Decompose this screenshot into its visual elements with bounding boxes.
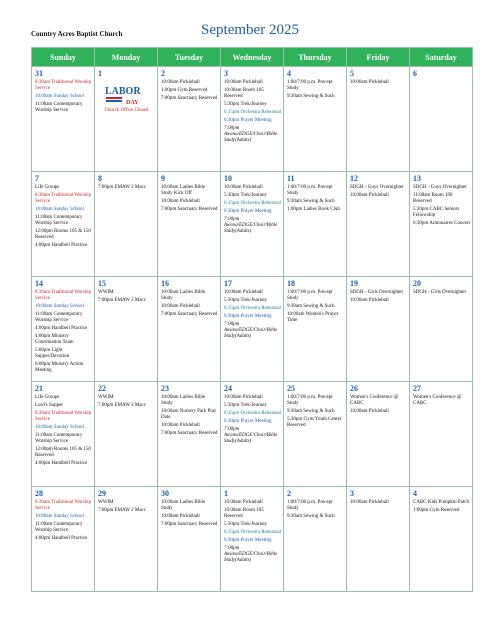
event-item[interactable]: 7:00pm Sanctuary Reserved [161,96,218,101]
day-number: 4 [413,489,417,498]
week-row [32,67,473,172]
day-cell[interactable] [347,172,410,277]
day-cell[interactable] [221,382,284,487]
event-item[interactable]: 4:00pm Ministry Coordination Team [35,334,74,345]
event-item[interactable]: 1:00pm Gym Reserved [413,508,460,513]
event-item[interactable]: 5:30pm Trek/Journey [224,403,267,408]
day-number: 2 [161,69,165,78]
event-item[interactable]: Church Office Closed [104,108,149,113]
day-cell[interactable] [95,382,158,487]
day-number: 29 [98,489,106,498]
event-item[interactable]: 10:00am Room 105 Reserved [224,88,264,99]
day-number: 27 [413,384,421,393]
day-cell[interactable] [32,487,95,592]
event-item[interactable]: 6:15pm Orchestra Rehearsal [224,530,281,535]
day-cell[interactable] [410,382,473,487]
event-item[interactable]: 8:30am Traditional Worship Service [35,500,92,511]
day-cell[interactable] [347,382,410,487]
event-item[interactable]: 5:00pm Light Supper/Devotion [35,348,70,359]
event-item[interactable]: 11:00am Contemporary Worship Service [35,312,83,323]
event-item[interactable]: 10:00am Pickleball [161,304,200,309]
event-item[interactable]: 7:00pm Sanctuary Reserved [161,207,218,212]
event-item[interactable]: 7:00pm Awana/EDGE/Choir/Bible Study(Adults) [224,217,278,234]
day-number: 6 [413,69,417,78]
event-item[interactable]: 10:00am Nursery Park Play Date [161,409,217,420]
day-cell[interactable] [284,382,347,487]
day-cell[interactable] [158,172,221,277]
week-row [32,382,473,487]
day-cell[interactable] [158,67,221,172]
day-number: 7 [35,174,39,183]
event-item[interactable]: 7:00pm Sanctuary Reserved [161,431,218,436]
event-item[interactable]: Women's Conference @ CABC [350,395,399,406]
day-cell[interactable] [410,277,473,382]
day-cell[interactable] [32,382,95,487]
event-item[interactable]: 10:00am Ladies Bible Study [161,290,206,301]
day-number: 28 [35,489,43,498]
day-number: 1 [224,489,228,498]
day-number: 9 [161,174,165,183]
day-number: 24 [224,384,232,393]
event-item[interactable]: 10:00am Ladies Bible Study Kick Off [161,185,206,196]
event-item[interactable]: 10:00am Sunday School [35,94,84,99]
day-cell[interactable] [95,277,158,382]
event-item[interactable]: 10:00am Pickleball [161,514,200,519]
day-number: 25 [287,384,295,393]
day-number: 16 [161,279,169,288]
event-item[interactable]: 7:00pm EMAW 2 Macc [98,185,146,190]
event-item[interactable]: 10:00am Pickleball [224,185,263,190]
day-cell[interactable] [158,277,221,382]
day-number: 10 [224,174,232,183]
event-item[interactable]: 7:00pm Sanctuary Reserved [161,522,218,527]
weekday-header: Tuesday [158,48,221,67]
week-row [32,172,473,277]
week-row [32,277,473,382]
day-number: 17 [224,279,232,288]
day-cell[interactable] [284,277,347,382]
flag-stripe [106,97,122,99]
day-number: 31 [35,69,43,78]
day-number: 30 [161,489,169,498]
day-cell[interactable] [95,67,158,172]
event-item[interactable]: 10:00am Ladies Bible Study [161,395,206,406]
event-item[interactable]: 8:30am Traditional Worship Service [35,80,92,91]
event-item[interactable]: 10:00am Pickleball [224,80,263,85]
day-number: 3 [224,69,228,78]
event-item[interactable]: 1:00pm Ladies Book Club [287,207,340,212]
day-number: 26 [350,384,358,393]
event-item[interactable]: 1:00/7:00 p.m. Precept Study [287,290,333,301]
day-number: 19 [350,279,358,288]
day-cell[interactable] [410,172,473,277]
event-item[interactable]: 8:30am Traditional Worship Service [35,290,92,301]
day-cell[interactable] [95,172,158,277]
event-item[interactable]: 6:00pm Ministry Action Meeting [35,362,84,373]
event-item[interactable]: 10:00am Pickleball [350,298,389,303]
event-item[interactable]: 6:30pm Prayer Meeting [224,118,272,123]
event-item[interactable]: 10:00am Pickleball [224,290,263,295]
event-item[interactable]: 5:30pm Gym/Youth Center Reserved [287,417,342,428]
event-item[interactable]: 6:30pm Prayer Meeting [224,538,272,543]
day-number: 15 [98,279,106,288]
event-item[interactable]: 6:30pm Prayer Meeting [224,419,272,424]
day-cell[interactable] [95,487,158,592]
event-item[interactable]: 10:00am Sunday School [35,425,84,430]
day-cell[interactable] [347,67,410,172]
event-item[interactable]: 9:30am Sewing & Such [287,514,335,519]
day-number: 20 [413,279,421,288]
event-item[interactable]: 1:00/7:00 p.m. Precept Study [287,80,333,91]
day-number: 2 [287,489,291,498]
event-item[interactable]: 10:00am Room 105 Reserved [224,508,264,519]
day-number: 23 [161,384,169,393]
event-item[interactable]: 5:30pm Trek/Journey [224,522,267,527]
event-item[interactable]: 10:00am Pickleball [350,193,389,198]
day-number: 3 [350,489,354,498]
event-item[interactable]: Life Groups [35,395,60,400]
event-item[interactable]: 10:00am Pickleball [161,80,200,85]
event-item[interactable]: 9:30am Sewing & Such [287,199,335,204]
day-cell[interactable] [347,277,410,382]
flag-stripe [106,100,122,102]
day-cell[interactable] [32,67,95,172]
event-item[interactable]: 5:30pm Trek/Journey [224,298,267,303]
day-number: 1 [98,69,102,78]
event-item[interactable]: 7:00pm Awana/EDGE/Choir/Bible Study(Adults) [224,322,278,339]
day-number: 13 [413,174,421,183]
event-item[interactable]: 6:30pm Prayer Meeting [224,209,272,214]
event-item[interactable]: 10:00am Pickleball [161,199,200,204]
event-item[interactable]: 9:30am Sewing & Such [287,94,335,99]
calendar-grid [31,47,473,592]
weekday-header: Saturday [410,48,473,67]
event-item[interactable]: 10:00am Ladies Bible Study [161,500,206,511]
day-number: 12 [350,174,358,183]
event-item[interactable]: 10:00am Women's Prayer Time [287,312,339,323]
event-item[interactable]: Life Groups [35,185,60,190]
day-cell[interactable] [284,487,347,592]
day-cell[interactable] [221,172,284,277]
event-item[interactable]: 6:15pm Orchestra Rehearsal [224,110,281,115]
day-number: 11 [287,174,295,183]
day-cell[interactable] [284,172,347,277]
event-item[interactable]: 1:00/7:00 p.m. Precept Study [287,185,333,196]
event-item[interactable]: 12:00pm Rooms 105 & 150 Reserved [35,229,91,240]
event-item[interactable]: 11:00am Contemporary Worship Service [35,215,83,226]
event-item[interactable]: 10:00am Sunday School [35,207,84,212]
event-item[interactable]: 6:30pm Armonaires Concert [413,221,470,226]
day-cell[interactable] [158,487,221,592]
labor-text: LABOR [105,86,141,97]
day-cell[interactable] [221,67,284,172]
event-item[interactable]: 4:00pm Handbell Practice [35,243,88,248]
church-name: Country Acres Baptist Church [31,30,123,38]
event-item[interactable]: 5:30pm CABC Seniors Fellowship [413,207,460,218]
event-item[interactable]: WWIM [98,290,114,295]
event-item[interactable]: 10:00am Pickleball [224,395,263,400]
event-item[interactable]: 6:15pm Orchestra Rehearsal [224,306,281,311]
day-number: 22 [98,384,106,393]
weekday-header: Sunday [32,48,95,67]
calendar-body [32,67,473,592]
labor-day-logo [104,84,144,106]
weekday-header: Thursday [284,48,347,67]
day-number: 18 [287,279,295,288]
day-cell[interactable] [32,277,95,382]
weekday-header: Friday [347,48,410,67]
event-item[interactable]: 12:00pm Rooms 105 & 150 Reserved [35,447,91,458]
event-item[interactable]: WWIM [98,500,114,505]
event-item[interactable]: 10:00am Sunday School [35,304,84,309]
event-item[interactable]: 1:00/7:00 p.m. Precept Study [287,395,333,406]
event-item[interactable]: CABC Kids Pumpkin Patch [413,500,469,505]
day-cell[interactable] [32,172,95,277]
weekday-header-row [32,48,473,67]
weekday-header: Wednesday [221,48,284,67]
event-item[interactable]: Women's Conference @ CABC [413,395,462,406]
event-item[interactable]: 8:30am Traditional Worship Service [35,193,92,204]
event-item[interactable]: 11:00am Contemporary Worship Service [35,102,83,113]
event-item[interactable]: 9:30am Sewing & Such [287,409,335,414]
day-cell[interactable] [347,487,410,592]
event-item[interactable]: 5:30pm Trek/Journey [224,193,267,198]
event-item[interactable]: 11:00am Contemporary Worship Service [35,522,83,533]
event-item[interactable]: 4:00pm Handbell Practice [35,326,88,331]
event-item[interactable]: 6:15pm Orchestra Rehearsal [224,411,281,416]
event-item[interactable]: 1:00pm Gym Reserved [161,88,208,93]
event-item[interactable]: 7:00pm Awana/EDGE/Choir/Bible Study(Adults) [224,126,278,143]
event-item[interactable]: 10:00am Pickleball [224,500,263,505]
event-item[interactable]: WWIM [98,395,114,400]
day-number: 5 [350,69,354,78]
event-item[interactable]: 6:30pm Prayer Meeting [224,314,272,319]
event-item[interactable]: 7:00pm EMAW 2 Macc [98,508,146,513]
event-item[interactable]: 11:00am Contemporary Worship Service [35,433,83,444]
event-item[interactable]: Lord's Supper [35,403,63,408]
day-number: 14 [35,279,43,288]
day-cell[interactable] [284,67,347,172]
event-item[interactable]: 4:00pm Handbell Practice [35,461,88,466]
day-number: 21 [35,384,43,393]
event-item[interactable]: 8:30am Traditional Worship Service [35,411,92,422]
event-item[interactable]: 10:00am Pickleball [350,500,389,505]
event-item[interactable]: 6:15pm Orchestra Rehearsal [224,201,281,206]
weekday-header: Monday [95,48,158,67]
event-item[interactable]: SDGH - Girls Overnighter [350,290,404,295]
day-cell[interactable] [221,487,284,592]
day-number: 4 [287,69,291,78]
day-number: 8 [98,174,102,183]
event-item[interactable]: 10:00am Sunday School [35,514,84,519]
event-item[interactable]: SDGH - Guys Overnighter [350,185,404,190]
event-item[interactable]: 10:00am Pickleball [350,409,389,414]
event-item[interactable]: 7:00pm Awana/EDGE/Choir/Bible Study(Adults) [224,546,278,563]
day-text: DAY [126,100,139,106]
day-cell[interactable] [410,487,473,592]
day-cell[interactable] [410,67,473,172]
event-item[interactable]: SDGH - Girls Overnighter [413,290,467,295]
event-item[interactable]: 5:30pm Trek/Journey [224,102,267,107]
day-cell[interactable] [158,382,221,487]
month-title: September 2025 [201,22,299,38]
event-item[interactable]: 7:00pm EMAW 2 Macc [98,298,146,303]
event-item[interactable]: 11:00am Room 100 Reserved [413,193,453,204]
event-item[interactable]: 7:00pm Awana/EDGE/Choir/Bible Study(Adults) [224,427,278,444]
event-item[interactable]: SDGH - Guys Overnighter [413,185,467,190]
event-item[interactable]: 4:00pm Handbell Practice [35,536,88,541]
week-row [32,487,473,592]
event-item[interactable]: 7:00pm Sanctuary Reserved [161,312,218,317]
event-item[interactable]: 10:00am Pickleball [161,423,200,428]
day-cell[interactable] [221,277,284,382]
event-item[interactable]: 10:00am Pickleball [350,80,389,85]
event-item[interactable]: 9:30am Sewing & Such [287,304,335,309]
event-item[interactable]: 1:00/7:00 p.m. Precept Study [287,500,333,511]
event-item[interactable]: 7:00pm EMAW 2 Macc [98,403,146,408]
